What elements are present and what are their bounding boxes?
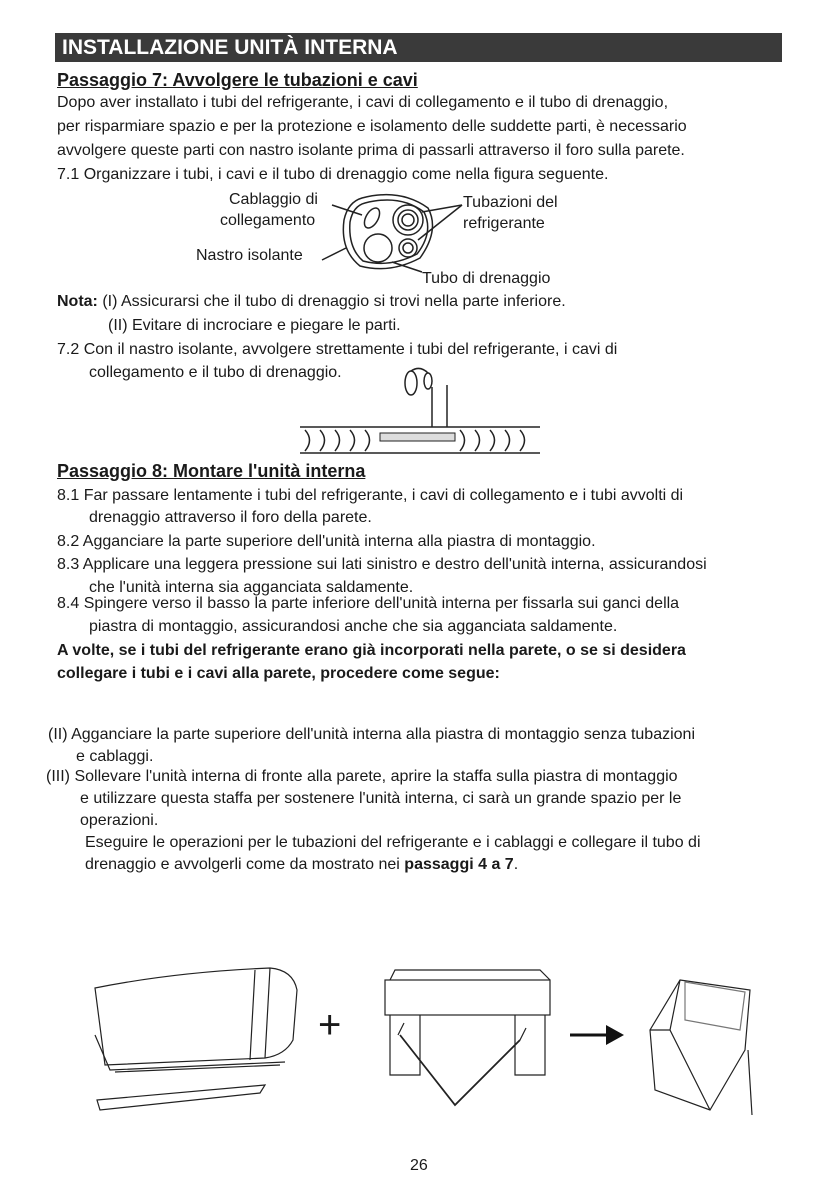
label-pipes: Tubazioni del [463, 194, 558, 211]
step8-line: che l'unità interna sia agganciata saldamente. [89, 579, 414, 596]
section-header: INSTALLAZIONE UNITÀ INTERNA [55, 33, 782, 62]
unit-on-bracket-figure [640, 970, 760, 1120]
intro-line: Dopo aver installato i tubi del refrigerante, i cavi di collegamento e il tubo di drenaggio, [57, 94, 669, 111]
step-7-2: 7.2 Con il nastro isolante, avvolgere strettamente i tubi del refrigerante, i cavi di [57, 341, 618, 358]
label-cable: Cablaggio di [229, 191, 318, 208]
intro-line: per risparmiare spazio e per la protezione e isolamento delle suddette parti, è necessario [57, 118, 687, 135]
sub-step-ii: e cablaggi. [76, 748, 154, 765]
step8-line: 8.4 Spingere verso il basso la parte inferiore dell'unità interna per fissarla sui ganci della [57, 595, 680, 612]
step8-line: 8.3 Applicare una leggera pressione sui lati sinistro e destro dell'unità interna, assicurandosi [57, 556, 707, 573]
label-pipes: refrigerante [463, 215, 545, 232]
note-line [57, 292, 566, 312]
label-cable: collegamento [220, 212, 316, 229]
arrow-right-icon [568, 1020, 628, 1050]
step8-line: drenaggio attraverso il foro della parete. [89, 509, 372, 526]
sub-step-iii: (III) Sollevare l'unità interna di fronte alla parete, aprire la staffa sulla piastra di montaggio [46, 768, 678, 785]
note-line: (II) Evitare di incrociare e piegare le parti. [108, 317, 401, 334]
exec-line: Eseguire le operazioni per le tubazioni del refrigerante e i cablaggi e collegare il tubo di [85, 834, 701, 851]
exec-line [85, 855, 518, 875]
label-drain: Tubo di drenaggio [422, 270, 551, 287]
step-7-2: collegamento e il tubo di drenaggio. [89, 364, 342, 381]
plus-sign: + [318, 1003, 342, 1047]
exec-end: . [513, 856, 519, 873]
intro-line: avvolgere queste parti con nastro isolante prima di passarli attraverso il foro sulla parete. [57, 142, 685, 159]
note-label: Nota: [57, 293, 98, 310]
step7-title: Passaggio 7: Avvolgere le tubazioni e cavi [57, 70, 418, 90]
wrapped-pipe-figure [300, 365, 550, 460]
step8-line: piastra di montaggio, assicurandosi anche che sia agganciata saldamente. [89, 618, 618, 635]
indoor-unit-figure [85, 960, 305, 1120]
note-text: (I) Assicurarsi che il tubo di drenaggio si trovi nella parte inferiore. [97, 293, 566, 310]
bundle-cross-section-figure [300, 190, 470, 280]
exec-bold: passaggi 4 a 7 [404, 856, 514, 873]
sub-step-ii: (II) Agganciare la parte superiore dell'unità interna alla piastra di montaggio senza tubazioni [48, 726, 695, 743]
step8-line: 8.2 Agganciare la parte superiore dell'unità interna alla piastra di montaggio. [57, 533, 596, 550]
bold-note: collegare i tubi e i cavi alla parete, procedere come segue: [57, 665, 500, 682]
sub-step-iii: operazioni. [80, 812, 159, 829]
step8-line: 8.1 Far passare lentamente i tubi del refrigerante, i cavi di collegamento e i tubi avvolti di [57, 487, 684, 504]
step8-title: Passaggio 8: Montare l'unità interna [57, 461, 366, 481]
step-7-1: 7.1 Organizzare i tubi, i cavi e il tubo di drenaggio come nella figura seguente. [57, 166, 609, 183]
mounting-plate-figure [380, 965, 560, 1120]
page-number: 26 [410, 1157, 428, 1174]
bold-note: A volte, se i tubi del refrigerante erano già incorporati nella parete, o se si desidera [57, 642, 686, 659]
sub-step-iii: e utilizzare questa staffa per sostenere l'unità interna, ci sarà un grande spazio per le [80, 790, 682, 807]
label-tape: Nastro isolante [196, 247, 303, 264]
exec-text: drenaggio e avvolgerli come da mostrato nei [85, 856, 405, 873]
